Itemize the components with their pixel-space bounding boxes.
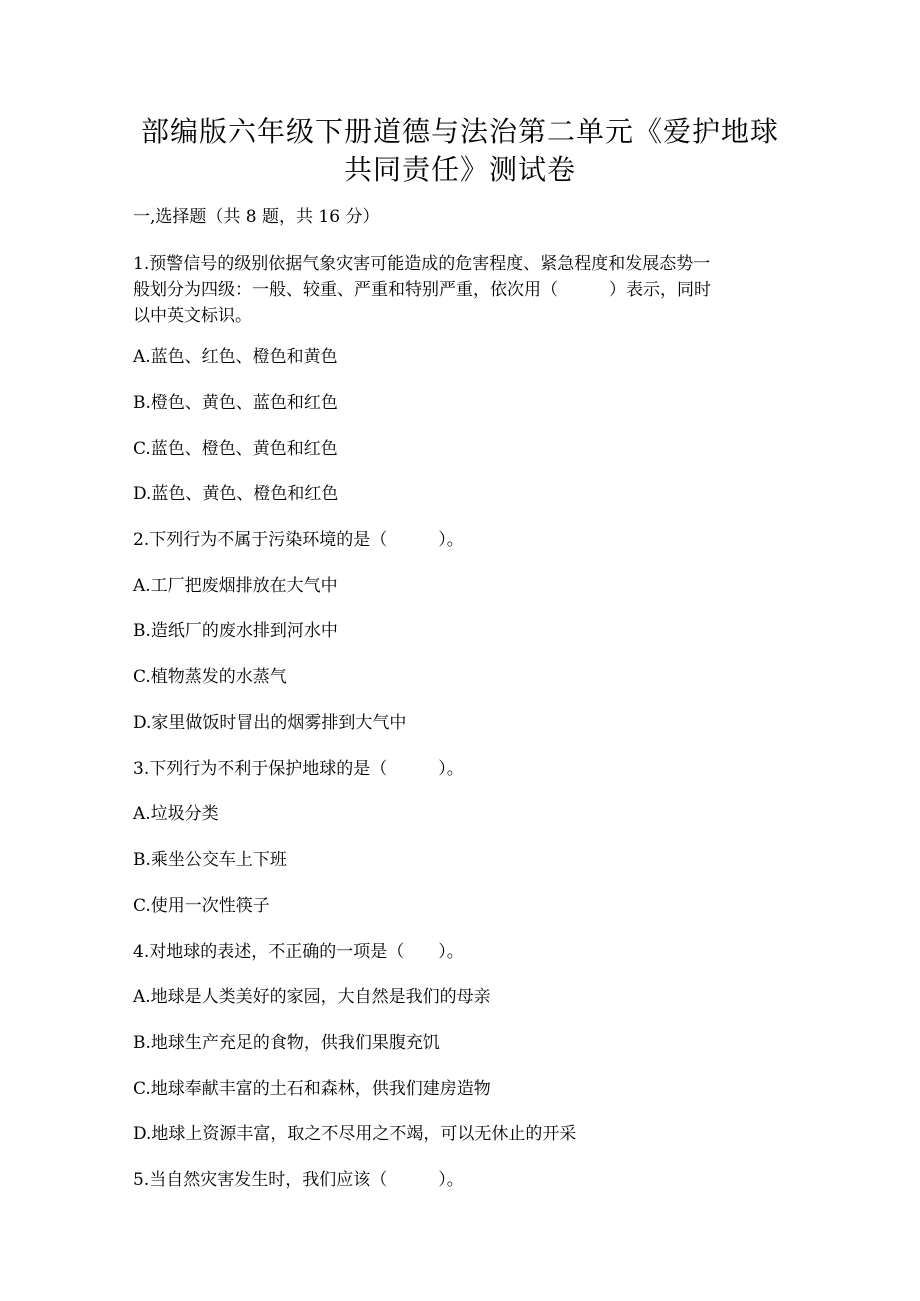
question-2-option-c: C.植物蒸发的水蒸气	[133, 667, 287, 687]
question-2-option-d: D.家里做饭时冒出的烟雾排到大气中	[133, 713, 407, 733]
question-4-option-c: C.地球奉献丰富的土石和森林，供我们建房造物	[133, 1079, 491, 1099]
question-3-option-a: A.垃圾分类	[133, 804, 219, 824]
page-title-line-1: 部编版六年级下册道德与法治第二单元《爱护地球	[140, 115, 779, 148]
question-1-option-a: A.蓝色、红色、橙色和黄色	[133, 347, 338, 367]
section-heading: 一,选择题（共 8 题，共 16 分）	[133, 207, 380, 227]
question-1-option-c: C.蓝色、橙色、黄色和红色	[133, 439, 338, 459]
question-5-text: 5.当自然灾害发生时，我们应该（ ）。	[133, 1170, 464, 1190]
question-1-option-d: D.蓝色、黄色、橙色和红色	[133, 484, 339, 504]
page-title-line-2: 共同责任》测试卷	[343, 153, 576, 186]
question-1-line-1: 1.预警信号的级别依据气象灾害可能造成的危害程度、紧急程度和发展态势一	[133, 254, 711, 274]
question-4-option-b: B.地球生产充足的食物，供我们果腹充饥	[133, 1033, 440, 1053]
question-1-line-2: 般划分为四级：一般、较重、严重和特别严重，依次用（ ）表示，同时	[133, 280, 711, 300]
question-1-line-3: 以中英文标识。	[133, 306, 252, 326]
question-2-option-b: B.造纸厂的废水排到河水中	[133, 621, 338, 641]
question-2-option-a: A.工厂把废烟排放在大气中	[133, 576, 338, 596]
question-4-option-d: D.地球上资源丰富，取之不尽用之不竭，可以无休止的开采	[133, 1124, 577, 1144]
question-3-option-b: B.乘坐公交车上下班	[133, 850, 287, 870]
question-4-option-a: A.地球是人类美好的家园，大自然是我们的母亲	[133, 987, 491, 1007]
question-3-option-c: C.使用一次性筷子	[133, 896, 270, 916]
question-2-text: 2.下列行为不属于污染环境的是（ ）。	[133, 530, 464, 550]
question-3-text: 3.下列行为不利于保护地球的是（ ）。	[133, 759, 464, 779]
question-4-text: 4.对地球的表述，不正确的一项是（ ）。	[133, 942, 464, 962]
question-1-option-b: B.橙色、黄色、蓝色和红色	[133, 393, 338, 413]
question-1-text	[133, 251, 773, 329]
